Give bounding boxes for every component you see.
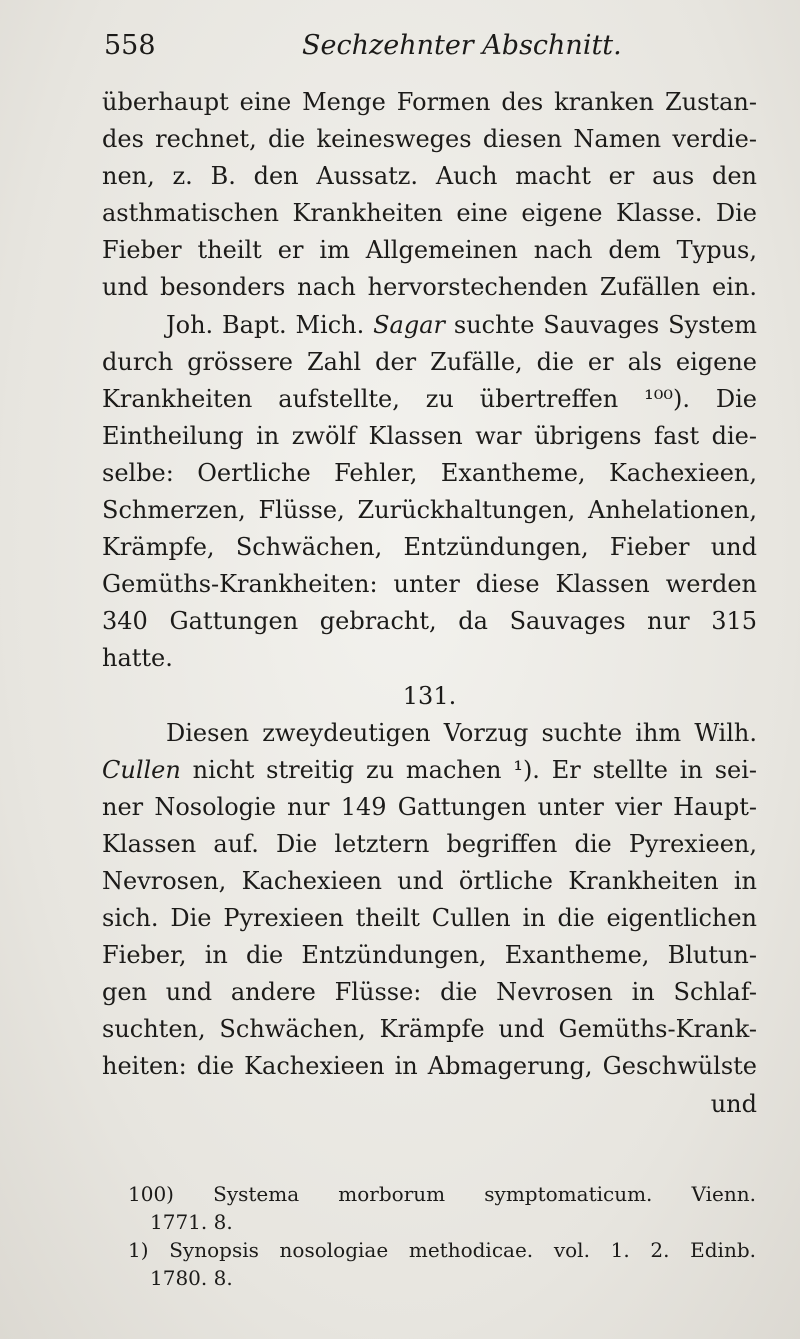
- text-line: überhaupt eine Menge Formen des kranken Zustan-: [102, 88, 757, 116]
- text-line: Krankheiten aufstellte, zu übertreffen ¹⁰⁰). Die: [102, 384, 757, 413]
- text-line: Nevrosen, Kachexieen und örtliche Krankheiten in: [102, 866, 757, 895]
- text-line: des rechnet, die keinesweges diesen Namen verdie-: [102, 125, 757, 154]
- text-line: und besonders nach hervorstechenden Zufällen ein.: [102, 273, 757, 302]
- text-line: Schmerzen, Flüsse, Zurückhaltungen, Anhelationen,: [102, 496, 757, 525]
- text-line: Fieber, in die Entzündungen, Exantheme, Blutun-: [102, 941, 757, 970]
- text-line: sich. Die Pyrexieen theilt Cullen in die eigentlichen: [102, 904, 757, 933]
- text-line: Diesen zweydeutigen Vorzug suchte ihm Wilh.: [166, 718, 757, 747]
- text-line: selbe: Oertliche Fehler, Exantheme, Kachexieen,: [102, 458, 757, 487]
- text-line: Cullen nicht streitig zu machen ¹). Er stellte in sei-: [102, 755, 757, 784]
- text-line: Fieber theilt er im Allgemeinen nach dem Typus,: [102, 236, 757, 265]
- footnote-line: 1780. 8.: [150, 1266, 233, 1290]
- text-line: gen und andere Flüsse: die Nevrosen in Schlaf-: [102, 978, 757, 1007]
- body-text: [102, 84, 757, 1123]
- text-line: ner Nosologie nur 149 Gattungen unter vier Haupt-: [102, 792, 757, 821]
- footnotes: [128, 1180, 756, 1292]
- text-line: Klassen auf. Die letztern begriffen die Pyrexieen,: [102, 829, 757, 858]
- text-line: Joh. Bapt. Mich. Sagar suchte Sauvages System: [166, 310, 757, 339]
- text-line: suchten, Schwächen, Krämpfe und Gemüths-Krank-: [102, 1015, 757, 1044]
- text-line: durch grössere Zahl der Zufälle, die er als eigene: [102, 347, 757, 376]
- section-number: 131.: [402, 681, 457, 710]
- text-line: hatte.: [102, 644, 173, 673]
- text-line: nen, z. B. den Aussatz. Auch macht er aus den: [102, 162, 757, 191]
- text-line: Eintheilung in zwölf Klassen war übrigens fast die-: [102, 421, 757, 450]
- text-line: Krämpfe, Schwächen, Entzündungen, Fieber und: [102, 533, 757, 562]
- page-number: 558: [104, 30, 156, 61]
- page-header: [104, 28, 754, 68]
- text-line: und: [710, 1089, 757, 1118]
- text-line: 340 Gattungen gebracht, da Sauvages nur 315: [102, 607, 757, 636]
- text-line: heiten: die Kachexieen in Abmagerung, Geschwülste: [102, 1052, 757, 1081]
- footnote-line: 1) Synopsis nosologiae methodicae. vol. 1. 2. Edinb.: [128, 1238, 756, 1262]
- running-title: Sechzehnter Abschnitt.: [302, 30, 622, 61]
- text-line: Gemüths-Krankheiten: unter diese Klassen werden: [102, 570, 757, 599]
- text-line: asthmatischen Krankheiten eine eigene Klasse. Die: [102, 199, 757, 228]
- footnote-line: 100) Systema morborum symptomaticum. Vienn.: [128, 1182, 756, 1206]
- footnote-line: 1771. 8.: [150, 1210, 233, 1234]
